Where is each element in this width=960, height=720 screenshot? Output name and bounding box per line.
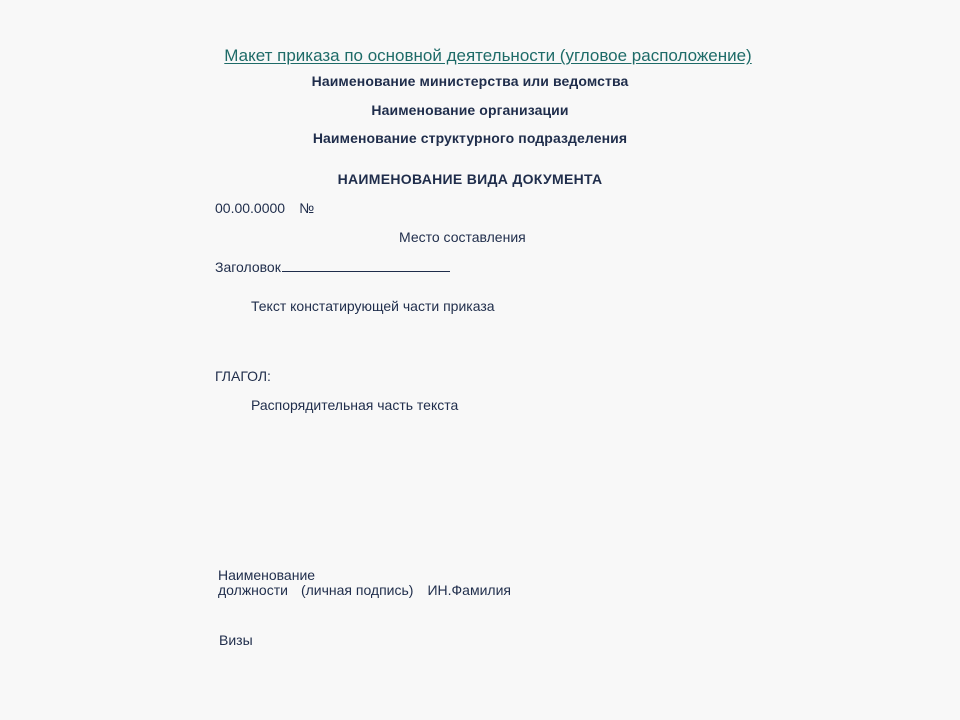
order-verb: ГЛАГОЛ: bbox=[215, 368, 271, 384]
date-number-line bbox=[215, 200, 314, 216]
heading-label: Заголовок bbox=[215, 259, 281, 275]
document-date: 00.00.0000 bbox=[215, 200, 286, 216]
signature-line bbox=[218, 582, 511, 598]
document-type: НАИМЕНОВАНИЕ ВИДА ДОКУМЕНТА bbox=[337, 171, 603, 187]
order-text: Распорядительная часть текста bbox=[251, 397, 459, 413]
document-title[interactable]: Макет приказа по основной деятельности (угловое расположение) bbox=[224, 46, 752, 65]
visas-label: Визы bbox=[219, 632, 253, 648]
ministry-name: Наименование министерства или ведомства bbox=[311, 73, 629, 89]
position-title-line1: Наименование bbox=[218, 567, 316, 583]
position-title-line2: должности bbox=[218, 582, 288, 598]
heading-blank-line bbox=[282, 257, 450, 272]
department-name: Наименование структурного подразделения bbox=[312, 130, 628, 146]
statement-text: Текст констатирующей части приказа bbox=[251, 298, 495, 314]
signer-name: ИН.Фамилия bbox=[427, 582, 511, 598]
signature-placeholder: (личная подпись) bbox=[300, 582, 414, 598]
number-sign: № bbox=[299, 200, 315, 216]
heading-line bbox=[215, 257, 450, 275]
organization-name: Наименование организации bbox=[371, 102, 569, 118]
place-of-issue: Место составления bbox=[399, 229, 526, 245]
